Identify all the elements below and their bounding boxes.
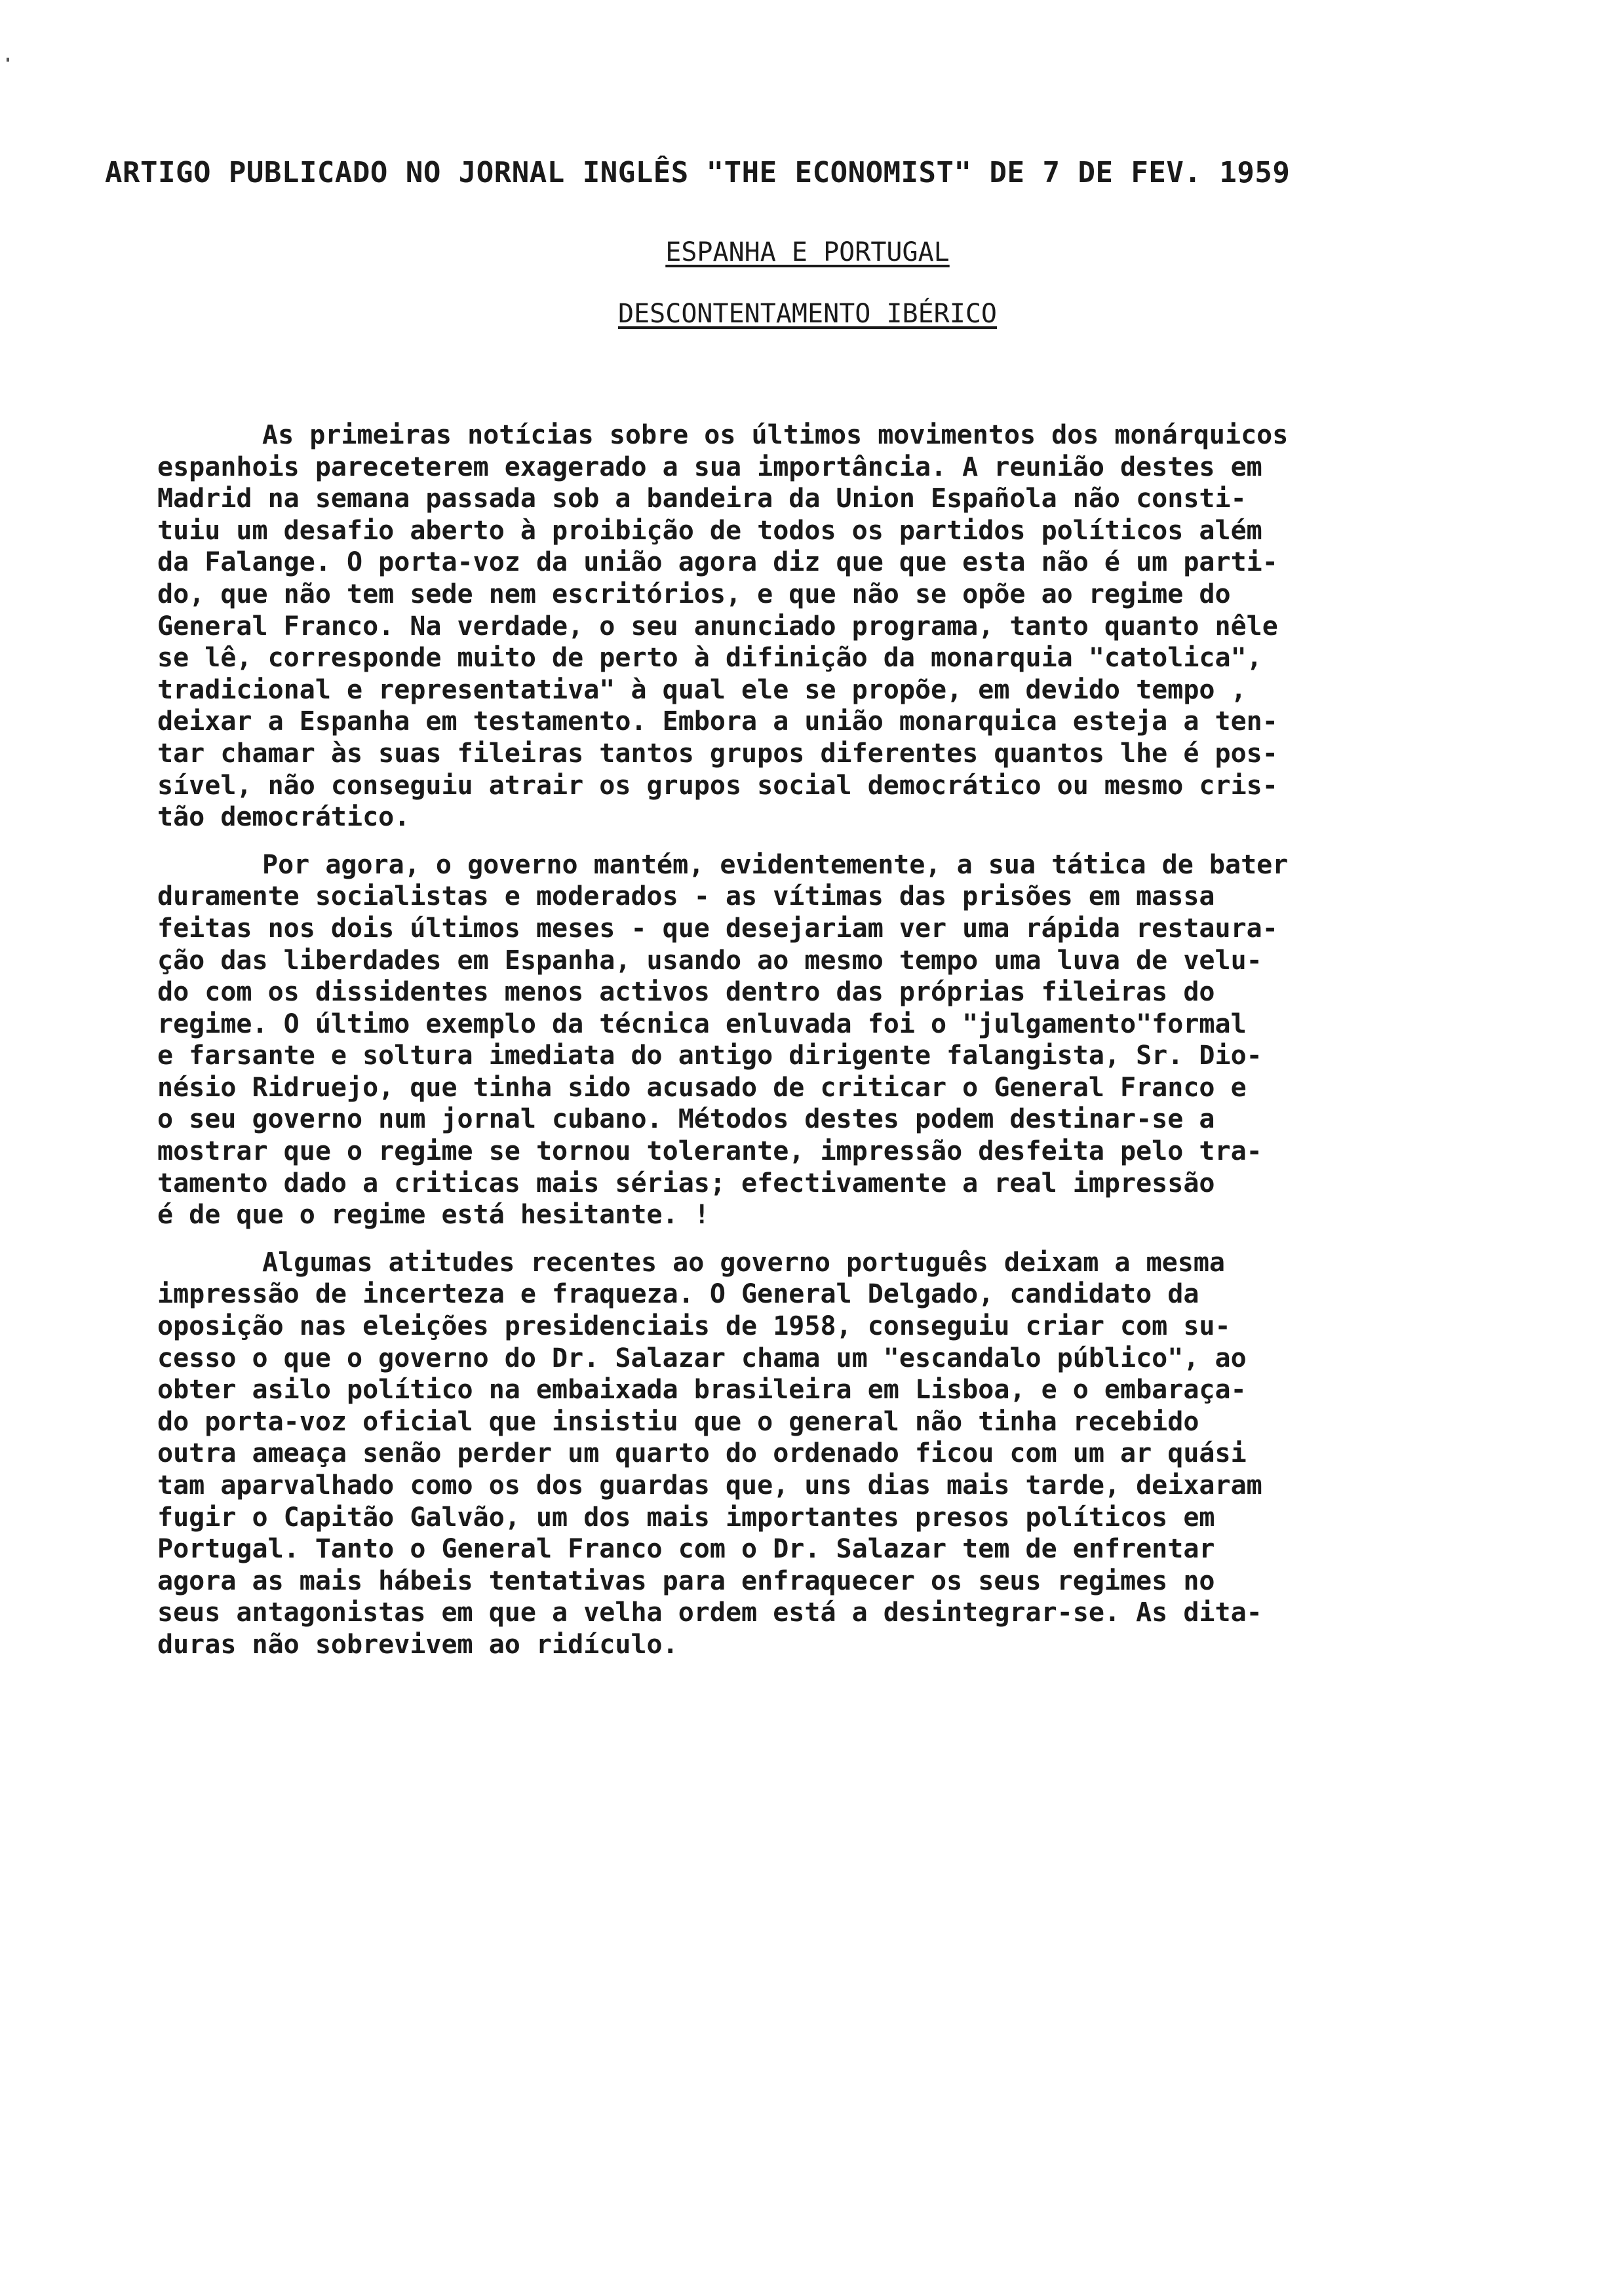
scan-speck	[7, 58, 9, 62]
text-line: da Falange. O porta-voz da união agora diz que que esta não é um parti-	[157, 547, 1278, 578]
text-line: duras não sobrevivem ao ridículo.	[157, 1629, 678, 1660]
text-line: cesso o que o governo do Dr. Salazar chama um "escandalo público", ao	[157, 1343, 1247, 1373]
text-line: outra ameaça senão perder um quarto do ordenado ficou com um ar quási	[157, 1438, 1247, 1469]
paragraph-3	[157, 1247, 1566, 1661]
text-line: do com os dissidentes menos activos dentro das próprias fileiras do	[157, 977, 1215, 1008]
text-line: tam aparvalhado como os dos guardas que, uns dias mais tarde, deixaram	[157, 1470, 1262, 1501]
text-line: Algumas atitudes recentes ao governo português deixam a mesma	[262, 1247, 1226, 1278]
text-line: As primeiras notícias sobre os últimos movimentos dos monárquicos	[262, 420, 1289, 450]
text-line: General Franco. Na verdade, o seu anunciado programa, tanto quanto nêle	[157, 611, 1278, 641]
paragraph-2	[157, 849, 1566, 1231]
text-line: nésio Ridruejo, que tinha sido acusado de criticar o General Franco e	[157, 1072, 1247, 1103]
text-line: ção das liberdades em Espanha, usando ao mesmo tempo uma luva de velu-	[157, 945, 1262, 976]
text-line: tuiu um desafio aberto à proibição de todos os partidos políticos além	[157, 515, 1262, 546]
text-line: tradicional e representativa" à qual ele se propõe, em devido tempo ,	[157, 674, 1247, 705]
text-line: espanhois pareceterem exagerado a sua importância. A reunião destes em	[157, 451, 1262, 482]
text-line: Portugal. Tanto o General Franco com o Dr. Salazar tem de enfrentar	[157, 1534, 1215, 1565]
text-line: se lê, corresponde muito de perto à difinição da monarquia "catolica",	[157, 643, 1262, 674]
text-line: do porta-voz oficial que insistiu que o general não tinha recebido	[157, 1406, 1199, 1437]
article-body	[157, 419, 1566, 1677]
publication-header: ARTIGO PUBLICADO NO JORNAL INGLÊS "THE ECONOMIST" DE 7 DE FEV. 1959	[105, 156, 1291, 189]
text-line: tamento dado a criticas mais sérias; efectivamente a real impressão	[157, 1168, 1215, 1198]
text-line: tar chamar às suas fileiras tantos grupos diferentes quantos lhe é pos-	[157, 738, 1278, 769]
text-line: tão democrático.	[157, 802, 410, 833]
text-line: impressão de incerteza e fraqueza. O General Delgado, candidato da	[157, 1279, 1199, 1310]
text-line: e farsante e soltura imediata do antigo dirigente falangista, Sr. Dio-	[157, 1041, 1262, 1071]
article-subtitle: DESCONTENTAMENTO IBÉRICO	[618, 299, 997, 329]
text-line: duramente socialistas e moderados - as vítimas das prisões em massa	[157, 881, 1215, 912]
text-line: o seu governo num jornal cubano. Métodos destes podem destinar-se a	[157, 1104, 1215, 1135]
text-line: regime. O último exemplo da técnica enluvada foi o "julgamento"formal	[157, 1008, 1247, 1039]
text-line: deixar a Espanha em testamento. Embora a união monarquica esteja a ten-	[157, 706, 1278, 737]
text-line: fugir o Capitão Galvão, um dos mais importantes presos políticos em	[157, 1502, 1215, 1533]
text-line: feitas nos dois últimos meses - que desejariam ver uma rápida restaura-	[157, 913, 1278, 944]
text-line: obter asilo político na embaixada brasileira em Lisboa, e o embaraça-	[157, 1375, 1247, 1406]
paragraph-1	[157, 419, 1566, 833]
text-line: oposição nas eleições presidenciais de 1958, conseguiu criar com su-	[157, 1311, 1231, 1342]
text-line: seus antagonistas em que a velha ordem está a desintegrar-se. As dita-	[157, 1598, 1262, 1628]
text-line: do, que não tem sede nem escritórios, e que não se opõe ao regime do	[157, 579, 1231, 609]
text-line: agora as mais hábeis tentativas para enfraquecer os seus regimes no	[157, 1565, 1215, 1596]
article-title: ESPANHA E PORTUGAL	[665, 237, 950, 267]
text-line: mostrar que o regime se tornou tolerante, impressão desfeita pelo tra-	[157, 1136, 1262, 1167]
text-line: Madrid na semana passada sob a bandeira da Union Española não consti-	[157, 484, 1247, 514]
text-line: é de que o regime está hesitante. !	[157, 1200, 710, 1231]
text-line: Por agora, o governo mantém, evidentemente, a sua tática de bater	[262, 849, 1289, 880]
text-line: sível, não conseguiu atrair os grupos social democrático ou mesmo cris-	[157, 770, 1278, 801]
